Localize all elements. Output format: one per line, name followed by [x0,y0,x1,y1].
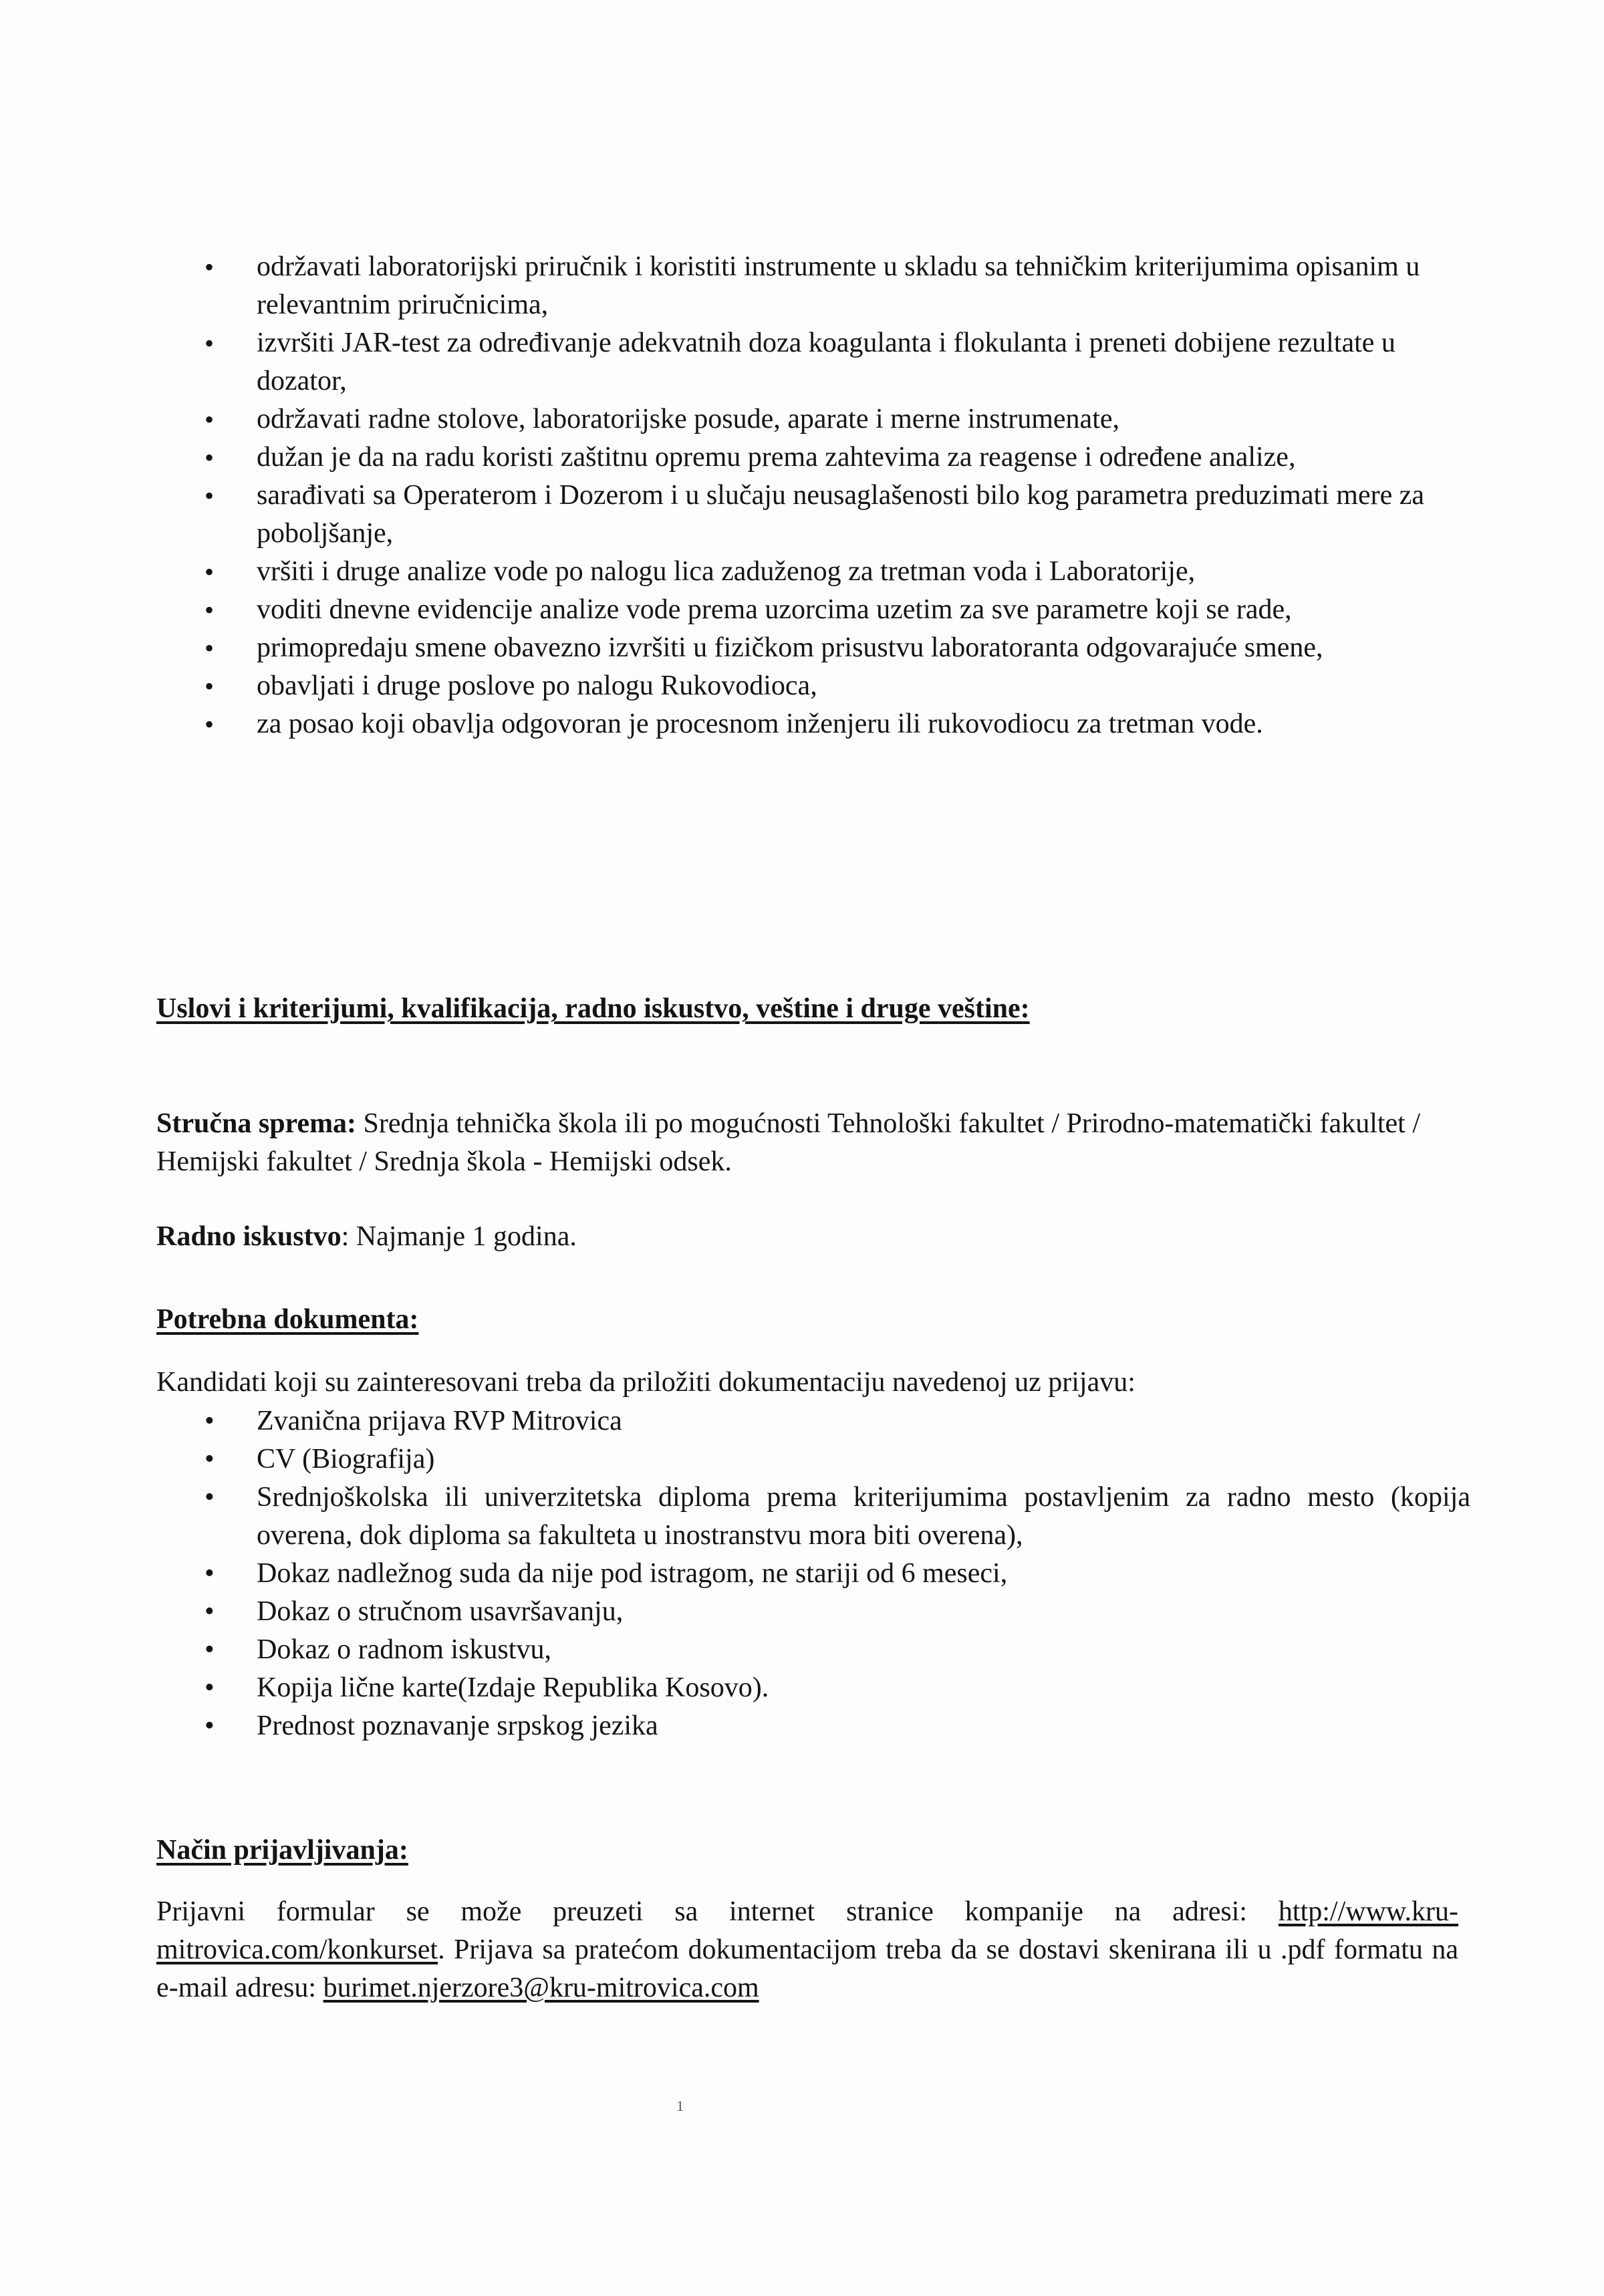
list-item: • Dokaz o stručnom usavršavanju, [200,1593,1470,1631]
list-item: • CV (Biografija) [200,1440,1470,1479]
list-item: • voditi dnevne evidencije analize vode prema uzorcima uzetim za sve parametre koji se rade, [200,591,1470,629]
list-item: • održavati radne stolove, laboratorijske posude, aparate i merne instrumenate, [200,400,1470,438]
education-label: Stručna sprema: [156,1108,357,1139]
list-item: • sarađivati sa Operaterom i Dozerom i u slučaju neusaglašenosti bilo kog parametra preduzimati mere za poboljšanje, [200,477,1470,553]
duties-list [200,248,1470,743]
list-item: • Kopija lične karte(Izdaje Republika Kosovo). [200,1669,1470,1707]
list-item: • Srednjoškolska ili univerzitetska diploma prema kriterijumima postavljenim za radno mesto (kopija overena, dok diploma sa fakulteta u inostranstvu mora biti overena), [200,1479,1470,1555]
application-text-2: . Prijava sa pratećom dokumentacijom treba da se dostavi skenirana ili u .pdf formatu na e-mail adresu: [156,1934,1458,2003]
list-item: • za posao koji obavlja odgovoran je procesnom inženjeru ili rukovodiocu za tretman vode. [200,705,1470,743]
application-paragraph [156,1893,1458,2007]
list-item: • Prednost poznavanje srpskog jezika [200,1707,1470,1745]
experience-text: : Najmanje 1 godina. [341,1221,577,1252]
experience-paragraph [156,1218,1460,1256]
company-url-link[interactable]: http://www.kru-mitrovica.com/konkurset [156,1896,1458,1965]
list-item: • Dokaz o radnom iskustvu, [200,1631,1470,1669]
list-item: • dužan je da na radu koristi zaštitnu opremu prema zahtevima za reagense i određene analize, [200,438,1470,477]
list-item: • primopredaju smene obavezno izvršiti u fizičkom prisustvu laboratoranta odgovarajuće smene, [200,629,1470,667]
list-item: • Dokaz nadležnog suda da nije pod istragom, ne stariji od 6 meseci, [200,1555,1470,1593]
application-heading: Način prijavljivanja: [156,1835,408,1866]
list-item: • izvršiti JAR-test za određivanje adekvatnih doza koagulanta i flokulanta i preneti dobijene rezultate u dozator, [200,324,1470,400]
list-item: • Zvanična prijava RVP Mitrovica [200,1402,1470,1440]
list-item: • vršiti i druge analize vode po nalogu lica zaduženog za tretman voda i Laboratorije, [200,553,1470,591]
page-mark: 1 [676,2097,684,2114]
experience-label: Radno iskustvo [156,1221,342,1252]
list-item: • obavljati i druge poslove po nalogu Rukovodioca, [200,667,1470,705]
documents-list [200,1402,1470,1745]
education-paragraph [156,1105,1460,1181]
application-text-1: Prijavni formular se može preuzeti sa internet stranice kompanije na adresi: [156,1896,1279,1927]
email-link[interactable]: burimet.njerzore3@kru-mitrovica.com [323,1972,759,2003]
documents-heading: Potrebna dokumenta: [156,1304,419,1335]
documents-intro: Kandidati koji su zainteresovani treba da priložiti dokumentaciju navedenoj uz prijavu: [156,1367,1135,1398]
list-item: • održavati laboratorijski priručnik i koristiti instrumente u skladu sa tehničkim kriterijumima opisanim u relevantnim priručnicima, [200,248,1470,324]
conditions-heading: Uslovi i kriterijumi, kvalifikacija, radno iskustvo, veštine i druge veštine: [156,993,1030,1024]
education-text: Srednja tehnička škola ili po mogućnosti Tehnološki fakultet / Prirodno-matematički fakultet / Hemijski fakultet / Srednja škola - Hemijski odsek. [156,1108,1421,1177]
